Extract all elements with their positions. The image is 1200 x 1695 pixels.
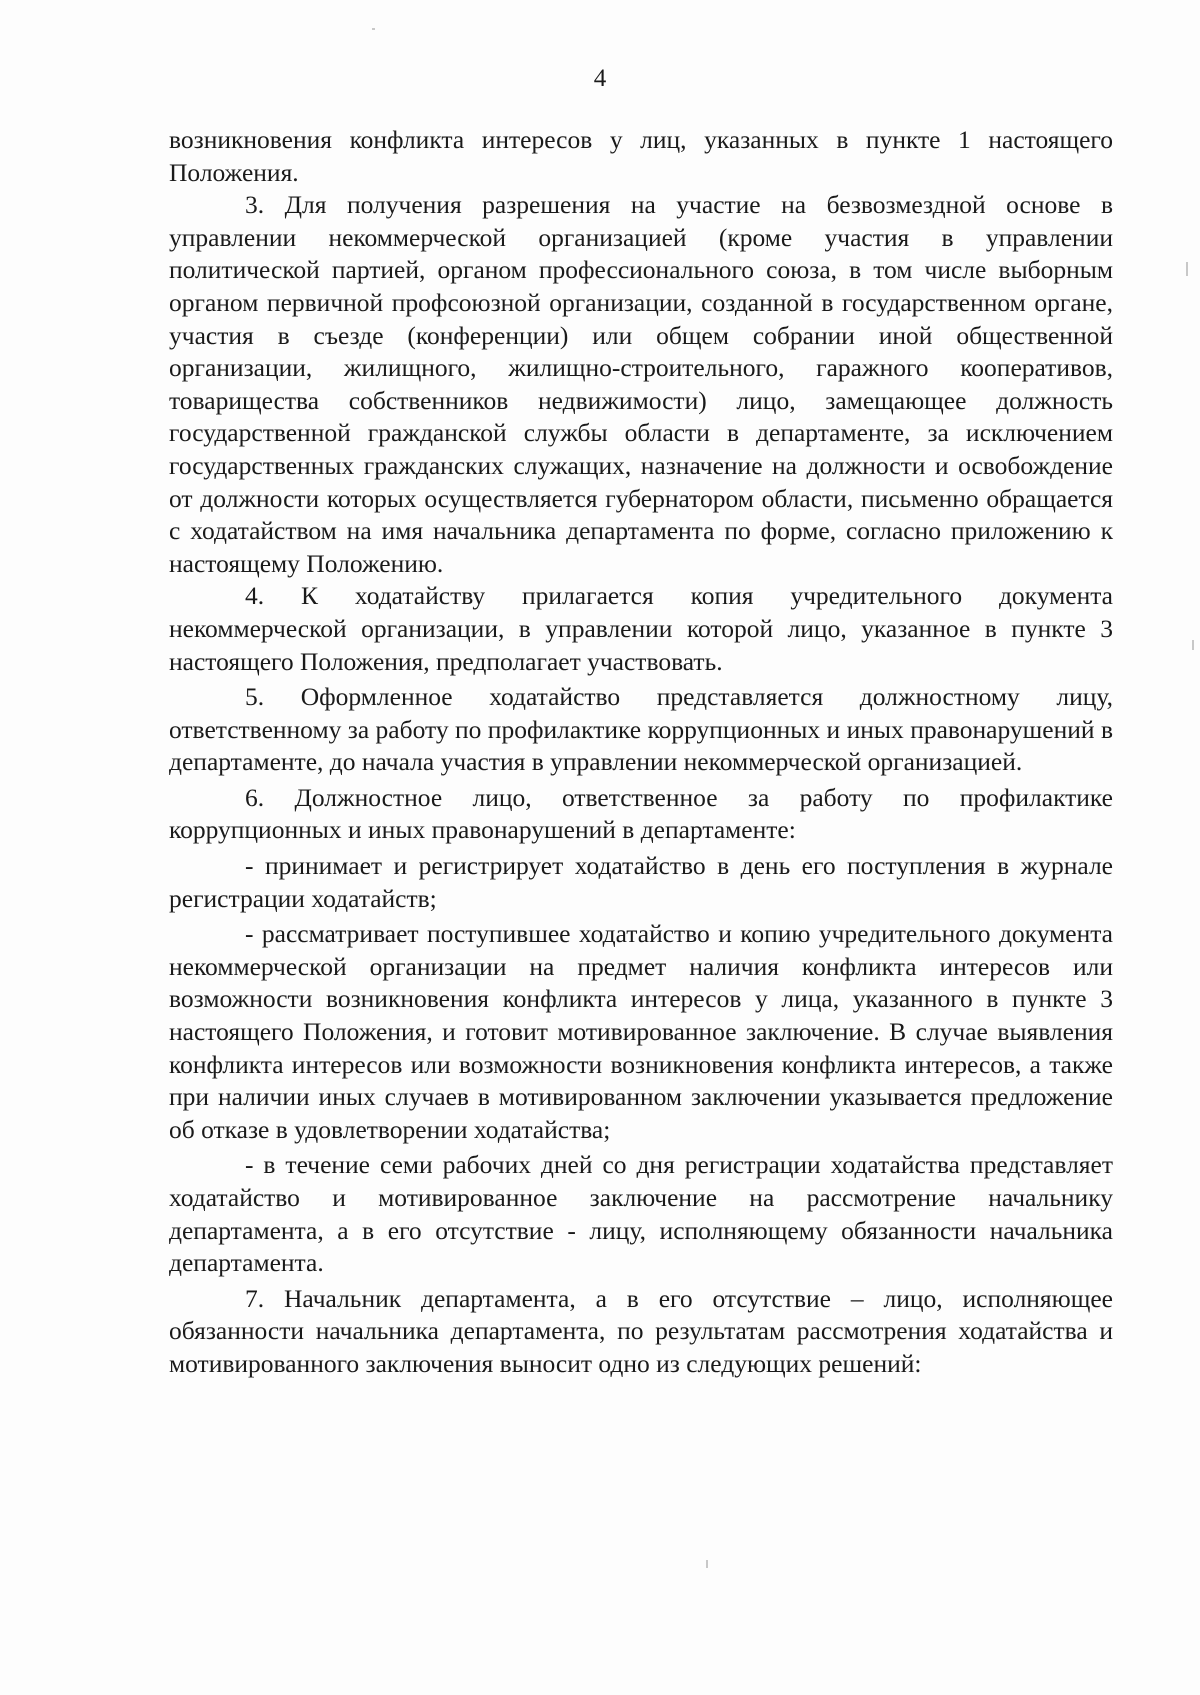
paragraph-continuation: возникновения конфликта интересов у лиц, указанных в пункте 1 настоящего Положения. — [169, 125, 1113, 187]
paragraph-5: 5. Оформленное ходатайство представляется должностному лицу, ответственному за работу по профилактике коррупционных и иных правонарушений в департаменте, до начала участия в управлении некоммерческой организацией. — [169, 682, 1113, 777]
paragraph-6-item-2: - рассматривает поступившее ходатайство и копию учредительного документа некоммерческой организации на предмет наличия конфликта интересов или возможности возникновения конфликта интересов у лица, указанного в пункте 3 настоящего Положения, и готовит мотивированное заключение. В случае выявления конфликта интересов или возможности возникновения конфликта интересов, а также при наличии иных случаев в мотивированном заключении указывается предложение об отказе в удовлетворении ходатайства; — [169, 919, 1113, 1144]
paragraph-4: 4. К ходатайству прилагается копия учредительного документа некоммерческой организации, в управлении которой лицо, указанное в пункте 3 настоящего Положения, предполагает участвовать. — [169, 581, 1113, 676]
paragraph-6-item-1: - принимает и регистрирует ходатайство в день его поступления в журнале регистрации ходатайств; — [169, 851, 1113, 913]
scan-speck — [1186, 262, 1188, 276]
page-number: 4 — [593, 65, 607, 92]
paragraph-7: 7. Начальник департамента, а в его отсутствие – лицо, исполняющее обязанности начальника департамента, по результатам рассмотрения ходатайства и мотивированного заключения выносит одно из следующих решений: — [169, 1283, 1113, 1378]
scan-speck — [706, 1560, 708, 1568]
paragraph-3: 3. Для получения разрешения на участие на безвозмездной основе в управлении некоммерческой организацией (кроме участия в управлении политической партией, органом профессионального союза, в том числе выборным органом первичной профсоюзной организации, созданной в государственном органе, участия в съезде (конференции) или общем собрании иной общественной организации, жилищного, жилищно-строительного, гаражного кооперативов, товарищества собственников недвижимости) лицо, замещающее должность государственной гражданской службы области в департаменте, за исключением государственных гражданских служащих, назначение на должности и освобождение от должности которых осуществляется губернатором области, письменно обращается с ходатайством на имя начальника департамента по форме, согласно приложению к настоящему Положению. — [169, 190, 1113, 578]
paragraph-6: 6. Должностное лицо, ответственное за работу по профилактике коррупционных и иных правонарушений в департаменте: — [169, 782, 1113, 845]
scan-speck — [1192, 640, 1194, 650]
paragraph-6-item-3: - в течение семи рабочих дней со дня регистрации ходатайства представляет ходатайство и мотивированное заключение на рассмотрение начальнику департамента, а в его отсутствие - лицу, исполняющему обязанности начальника департамента. — [169, 1150, 1113, 1278]
scan-speck — [372, 28, 375, 30]
document-body — [169, 124, 1113, 1381]
